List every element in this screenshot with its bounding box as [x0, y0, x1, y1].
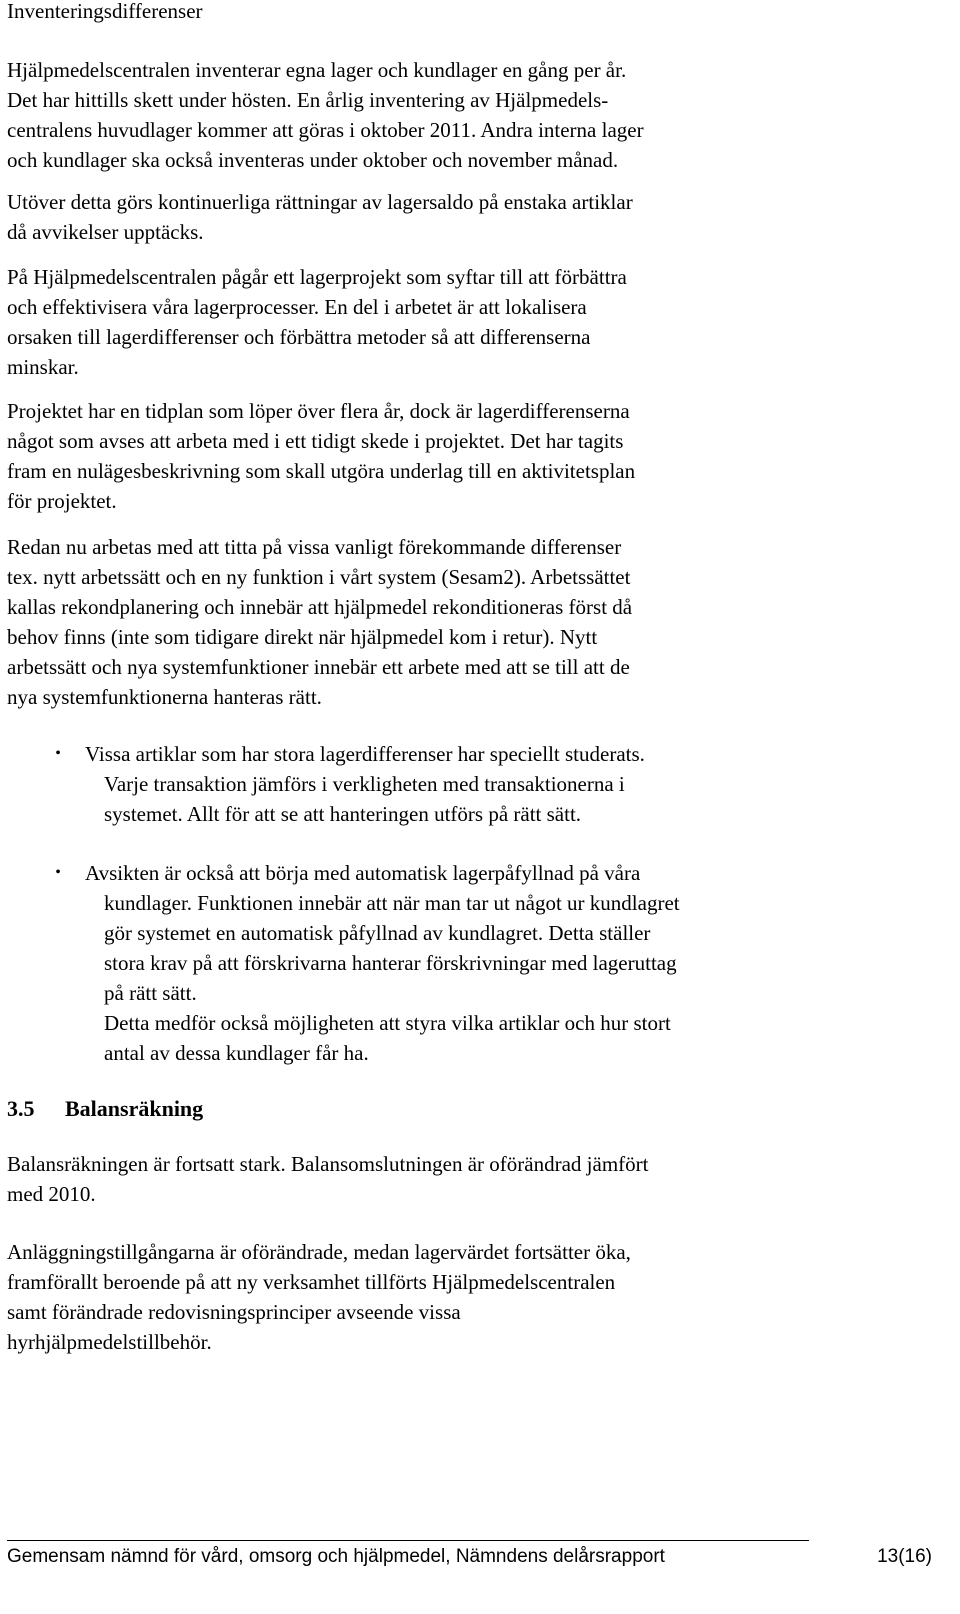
text-line: tex. nytt arbetssätt och en ny funktion i vårt system (Sesam2). Arbetssättet [7, 565, 631, 589]
list-item-text [85, 861, 932, 1068]
text-line: orsaken till lagerdifferenser och förbättra metoder så att differenserna [7, 325, 591, 349]
paragraph-warehouse-project [7, 262, 932, 382]
text-line: fram en nulägesbeskrivning som skall utgöra underlag till en aktivitetsplan [7, 459, 636, 483]
footer-divider [7, 1540, 809, 1541]
text-line: och kundlager ska också inventeras under oktober och november månad. [7, 148, 619, 172]
paragraph-inventory-schedule [7, 55, 932, 175]
text-line: arbetssätt och nya systemfunktioner innebär ett arbete med att se till att de [7, 655, 630, 679]
list-item [7, 739, 932, 829]
text-line: Utöver detta görs kontinuerliga rättningar av lagersaldo på enstaka artiklar [7, 190, 633, 214]
bullet-icon: • [55, 864, 61, 881]
text-line: Redan nu arbetas med att titta på vissa vanligt förekommande differenser [7, 535, 622, 559]
list-item [7, 858, 932, 1068]
footer-line [7, 1543, 932, 1571]
text-line: Varje transaktion jämförs i verkligheten med transaktionerna i [104, 772, 625, 796]
list-item-text [85, 742, 932, 829]
text-line: framförallt beroende på att ny verksamhet tillförts Hjälpmedelscentralen [7, 1270, 616, 1294]
text-line: för projektet. [7, 489, 117, 513]
text-line: behov finns (inte som tidigare direkt när hjälpmedel kom i retur). Nytt [7, 625, 598, 649]
text-line: Balansräkningen är fortsatt stark. Balansomslutningen är oförändrad jämfört [7, 1152, 649, 1176]
text-line: Vissa artiklar som har stora lagerdifferenser har speciellt studerats. [85, 742, 645, 766]
running-heading: Inventeringsdifferenser [7, 0, 203, 23]
text-line: och effektivisera våra lagerprocesser. En del i arbetet är att lokalisera [7, 295, 587, 319]
text-line: stora krav på att förskrivarna hanterar förskrivningar med lageruttag [104, 951, 677, 975]
text-line: samt förändrade redovisningsprinciper avseende vissa [7, 1300, 461, 1324]
paragraph-continuous-corrections [7, 187, 932, 247]
paragraph-current-work [7, 532, 932, 712]
text-line: Detta medför också möjligheten att styra vilka artiklar och hur stort [104, 1011, 671, 1035]
paragraph-project-timeline [7, 396, 932, 516]
text-line: systemet. Allt för att se att hanteringen utförs på rätt sätt. [104, 802, 582, 826]
section-heading [7, 1094, 932, 1124]
text-line: kallas rekondplanering och innebär att hjälpmedel rekonditioneras först då [7, 595, 633, 619]
document-page [7, 0, 932, 1357]
text-line: gör systemet en automatisk påfyllnad av kundlagret. Detta ställer [104, 921, 651, 945]
text-line: nya systemfunktionerna hanteras rätt. [7, 685, 322, 709]
section-title: Balansräkning [65, 1096, 204, 1121]
text-line: Avsikten är också att börja med automatisk lagerpåfyllnad på våra [85, 861, 641, 885]
text-line: Det har hittills skett under hösten. En årlig inventering av Hjälpmedels- [7, 88, 609, 112]
text-line: Projektet har en tidplan som löper över flera år, dock är lagerdifferenserna [7, 399, 630, 423]
text-line: På Hjälpmedelscentralen pågår ett lagerprojekt som syftar till att förbättra [7, 265, 627, 289]
page-number: 13(16) [877, 1546, 932, 1567]
text-line: centralens huvudlager kommer att göras i oktober 2011. Andra interna lager [7, 118, 644, 142]
text-line: något som avses att arbeta med i ett tidigt skede i projektet. Det har tagits [7, 429, 624, 453]
text-line: på rätt sätt. [104, 981, 197, 1005]
text-line: med 2010. [7, 1182, 96, 1206]
paragraph-fixed-assets [7, 1237, 932, 1357]
text-line: då avvikelser upptäcks. [7, 220, 204, 244]
text-line: Anläggningstillgångarna är oförändrade, medan lagervärdet fortsätter öka, [7, 1240, 631, 1264]
page-footer [7, 1540, 932, 1571]
section-number: 3.5 [7, 1096, 35, 1121]
paragraph-balance-sheet [7, 1149, 932, 1209]
text-line: antal av dessa kundlager får ha. [104, 1041, 369, 1065]
bullet-list [7, 739, 932, 1068]
text-line: Hjälpmedelscentralen inventerar egna lager och kundlager en gång per år. [7, 58, 627, 82]
text-line: kundlager. Funktionen innebär att när man tar ut något ur kundlagret [104, 891, 680, 915]
footer-text: Gemensam nämnd för vård, omsorg och hjälpmedel, Nämndens delårsrapport [7, 1546, 665, 1567]
text-line: hyrhjälpmedelstillbehör. [7, 1330, 212, 1354]
bullet-icon: • [55, 745, 61, 762]
text-line: minskar. [7, 355, 79, 379]
